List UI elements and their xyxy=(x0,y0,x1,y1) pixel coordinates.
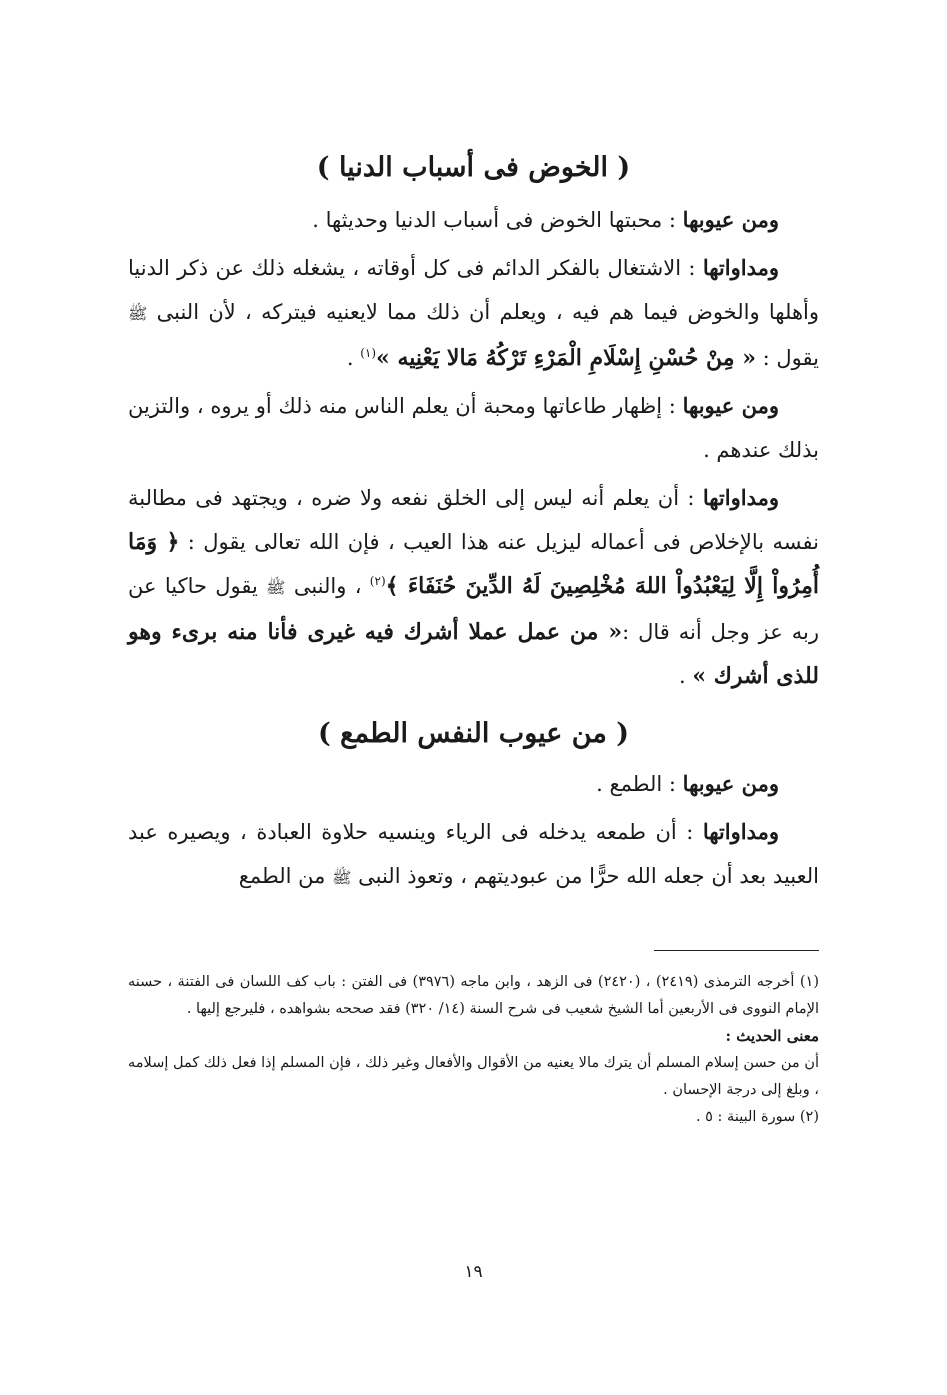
paragraph-label: ومداواتها xyxy=(702,255,779,280)
honorific-glyph: ﷺ xyxy=(332,868,352,887)
paragraph-text: من الطمع xyxy=(238,864,333,888)
footnote-2: (٢) سورة البينة : ٥ . xyxy=(695,1109,819,1125)
paragraph-text: : محبتها الخوض فى أسباب الدنيا وحديثها . xyxy=(312,208,683,232)
honorific-glyph: ﷺ xyxy=(128,304,148,323)
honorific-glyph: ﷺ xyxy=(266,578,286,597)
page-number: ١٩ xyxy=(464,1262,483,1282)
section-heading-worldly-matters: ( الخوض فى أسباب الدنيا ) xyxy=(316,152,631,183)
footnote-divider xyxy=(654,950,819,951)
paragraph-text: : الطمع . xyxy=(596,772,683,796)
footnote-meaning: أن من حسن إسلام المسلم أن يترك مالا يعنيه من الأقوال والأفعال وغير ذلك ، فإن المسلم إذا فعل ذلك كمل إسلامه ، وبلغ إلى درجة الإحسان . xyxy=(128,1055,819,1098)
paragraph-text: . xyxy=(346,346,361,370)
paragraph-label: ومن عيوبها xyxy=(682,771,779,796)
paragraph-remedy-3 xyxy=(128,810,819,900)
hadith-quote: « من عمل عملا أشرك فيه غيرى فأنا منه برىء وهو للذى أشرك » xyxy=(128,619,819,689)
paragraph-text: : أن يعلم أنه ليس إلى الخلق نفعه ولا ضره ، ويجتهد فى مطالبة نفسه بالإخلاص فى أعماله ليزيل عنه هذا العيب ، فإن الله تعالى يقول : xyxy=(128,486,820,554)
paragraph-label: ومداواتها xyxy=(702,485,779,510)
footnote-meaning-label: معنى الحديث : xyxy=(725,1027,819,1045)
paragraph-label: ومن عيوبها xyxy=(682,207,779,232)
paragraph-fault-2 xyxy=(128,384,819,472)
paragraph-text: ، والنبى xyxy=(285,574,370,598)
hadith-quote: « مِنْ حُسْنِ إِسْلَامِ الْمَرْءِ تَرْكُهُ مَالا يَعْنِيه » xyxy=(376,345,756,371)
paragraph-remedy-2 xyxy=(128,476,819,698)
paragraph-text: : إظهار طاعاتها ومحبة أن يعلم الناس منه ذلك أو يروه ، والتزين بذلك عندهم . xyxy=(128,394,819,462)
paragraph-text: يقول : xyxy=(756,346,819,370)
paragraph-label: ومداواتها xyxy=(702,819,779,844)
paragraph-fault-3 xyxy=(128,762,819,806)
footnote-1: (١) أخرجه الترمذى (٢٤١٩) ، (٢٤٢٠) فى الزهد ، وابن ماجه (٣٩٧٦) فى الفتن : باب كف اللسان فى الفتنة ، حسنه الإمام النووى فى الأربعين أما الشيخ شعيب فى شرح السنة (١٤/ ٣٢٠) فقد صححه بشواهده ، فليرجع إليها . xyxy=(128,974,819,1017)
paragraph-text: . xyxy=(679,664,693,688)
footnotes xyxy=(128,969,819,1131)
paragraph-remedy-1 xyxy=(128,246,819,380)
paragraph-fault-1 xyxy=(128,198,819,242)
paragraph-text: : الاشتغال بالفكر الدائم فى كل أوقاته ، يشغله ذلك عن ذكر الدنيا وأهلها والخوض فيما هم فيه ، ويعلم أن ذلك مما لايعنيه فيتركه ، لأن النبى xyxy=(128,256,819,324)
quran-verse: ﴿ وَمَا أُمِرُواْ إِلَّا لِيَعْبُدُواْ اللهَ مُخْلِصِينَ لَهُ الدِّينَ حُنَفَاءَ ﴾ xyxy=(128,529,820,599)
section-heading-greed: ( من عيوب النفس الطمع ) xyxy=(317,718,629,749)
paragraph-text: يقول حاكيا عن ربه عز وجل أنه قال : xyxy=(128,574,819,644)
footnote-ref: (١) xyxy=(360,346,377,360)
footnote-ref: (٢) xyxy=(369,574,386,588)
paragraph-text: : أن طمعه يدخله فى الرياء وينسيه حلاوة العبادة ، ويصيره عبد العبيد بعد أن جعله الله حرًّا من عبوديتهم ، وتعوذ النبى xyxy=(128,820,819,888)
paragraph-label: ومن عيوبها xyxy=(682,393,780,418)
